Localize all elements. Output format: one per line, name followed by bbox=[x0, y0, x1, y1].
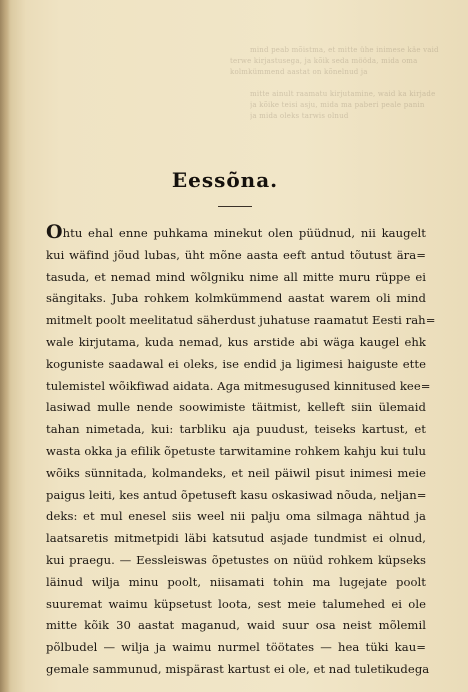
text-line: kui wäfind jõud lubas, üht mõne aasta eeft antud tõutust ära= bbox=[46, 247, 426, 262]
text-line: koguniste saadawal ei oleks, ise endid ja ligimesi haiguste ette bbox=[46, 356, 426, 371]
text-line: läinud wilja minu poolt, niisamati tohin ma lugejate poolt bbox=[46, 574, 426, 589]
text-line: suuremat waimu küpsetust loota, sest meie talumehed ei ole bbox=[46, 596, 426, 611]
text-line: mitmelt poolt meelitatud säherdust juhatuse raamatut Eesti rah= bbox=[46, 313, 436, 328]
text-line: paigus leiti, kes antud õpetuseft kasu oskasiwad nõuda, neljan= bbox=[46, 487, 427, 502]
text-line: wõiks sünnitada, kolmandeks, et neil päiwil pisut inimesi meie bbox=[46, 465, 426, 480]
text-line: tahan nimetada, kui: tarbliku aja puudust, teiseks kartust, et bbox=[46, 422, 426, 437]
bleed-line bbox=[250, 78, 450, 89]
text-line bbox=[46, 223, 426, 245]
text-line: tulemistel wõikfiwad aidata. Aga mitmesugused kinnitused kee= bbox=[46, 378, 431, 393]
text-line: mitte kõik 30 aastat maganud, waid suur osa neist mõlemil bbox=[46, 618, 426, 633]
text-line-content: htu ehal enne puhkama minekut olen püüdnud, nii kaugelt bbox=[62, 226, 426, 240]
body-text bbox=[46, 221, 436, 681]
bleed-through-text bbox=[230, 45, 450, 122]
page-heading: Eessõna. bbox=[171, 168, 279, 192]
bleed-line: mitte ainult raamatu kirjutamine, waid ka kirjade bbox=[250, 90, 436, 98]
drop-cap: O bbox=[46, 221, 63, 243]
text-line: deks: et mul enesel siis weel nii palju oma silmaga nähtud ja bbox=[46, 509, 426, 524]
bleed-line: ja kõike teisi asju, mida ma paberi peale panin bbox=[250, 101, 425, 109]
text-line: laatsaretis mitmetpidi läbi katsutud asjade tundmist ei olnud, bbox=[46, 531, 426, 546]
bleed-line: kolmkümmend aastat on kõnelnud ja bbox=[230, 68, 368, 76]
text-line: wale kirjutama, kuda nemad, kus arstide abi wäga kaugel ehk bbox=[46, 334, 426, 349]
text-line: wasta okka ja efilik õpetuste tarwitamine rohkem kahju kui tulu bbox=[46, 443, 426, 458]
text-line: kui praegu. — Eessleiswas õpetustes on nüüd rohkem küpseks bbox=[46, 552, 426, 567]
text-line: sängitaks. Juba rohkem kolmkümmend aastat warem oli mind bbox=[46, 291, 426, 306]
text-line: põlbudel — wilja ja waimu nurmel töötates — hea tüki kau= bbox=[46, 640, 426, 655]
text-line: tasuda, et nemad mind wõlgniku nime all mitte muru rüppe ei bbox=[46, 269, 426, 284]
heading-rule bbox=[218, 206, 252, 207]
page-gutter-shadow bbox=[0, 0, 10, 692]
text-line: lasiwad mulle nende soowimiste täitmist, kelleft siin ülemaid bbox=[46, 400, 426, 415]
bleed-line: terwe kirjastusega, ja kõik seda mööda, mida oma bbox=[230, 57, 418, 65]
bleed-line: ja mida oleks tarwis olnud bbox=[250, 112, 349, 120]
bleed-line: mind peab mõistma, et mitte ühe inimese käe vaid bbox=[250, 46, 439, 54]
text-line: gemale sammunud, mispärast kartust ei ole, et nad tuletikudega bbox=[46, 661, 430, 676]
